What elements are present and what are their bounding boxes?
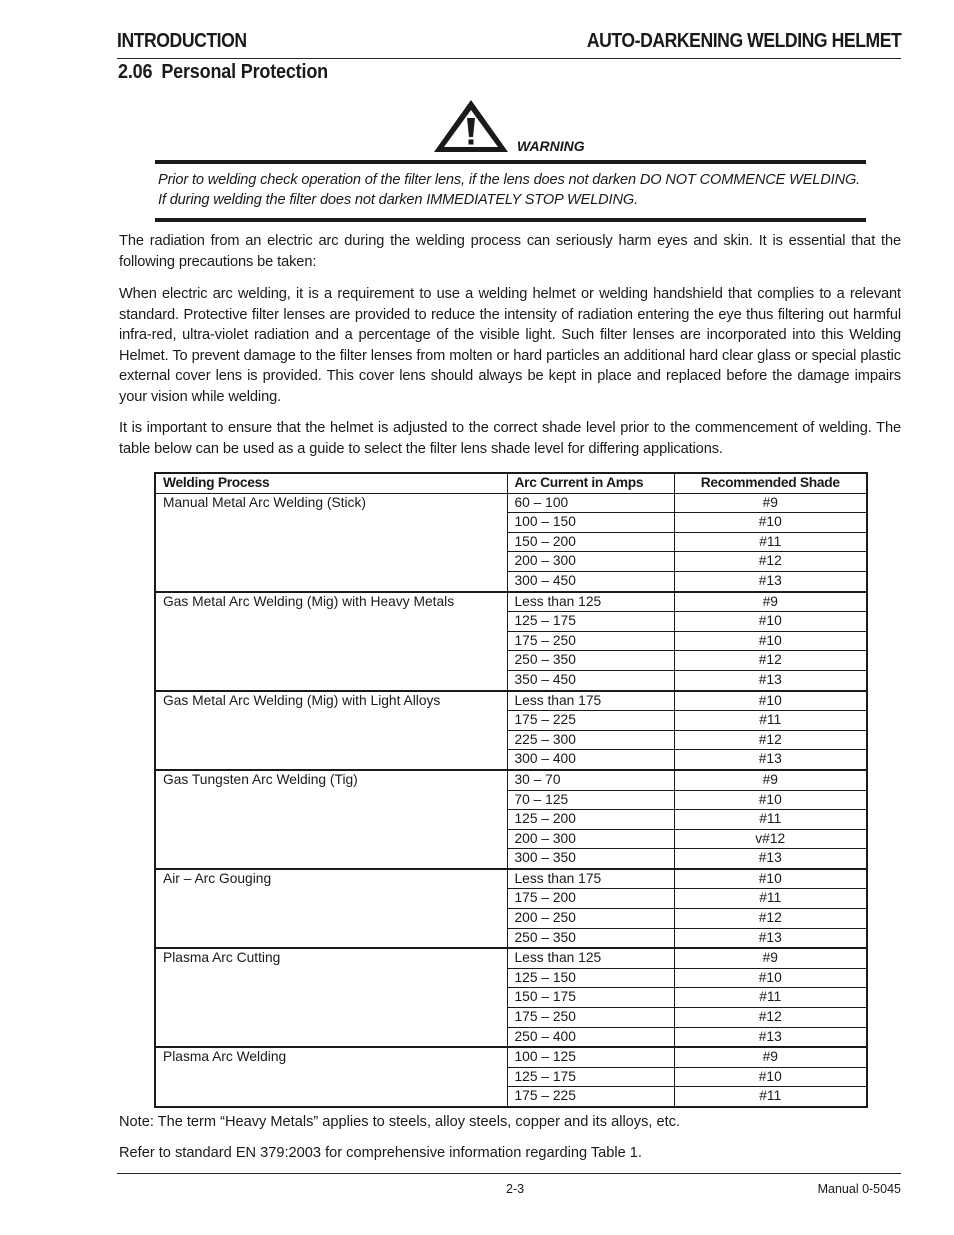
arc-current-cell: 300 – 450 xyxy=(507,571,674,591)
section-title: Personal Protection xyxy=(161,61,328,83)
shade-cell: #11 xyxy=(674,810,867,830)
warning-emphasis: IMMEDIATELY STOP WELDING xyxy=(426,192,635,208)
arc-current-cell: 150 – 175 xyxy=(507,988,674,1008)
paragraph-radiation: The radiation from an electric arc during the welding process can seriously harm eyes and skin. It is essential that the following precautions be taken: xyxy=(119,233,901,270)
process-cell: Gas Metal Arc Welding (Mig) with Heavy Metals xyxy=(155,592,507,691)
warning-text: Prior to welding check operation of the filter lens, if the lens does not darken xyxy=(158,172,640,188)
column-header-current: Arc Current in Amps xyxy=(507,473,674,493)
arc-current-cell: 70 – 125 xyxy=(507,790,674,810)
section-number: 2.06 xyxy=(118,61,153,83)
shade-cell: #12 xyxy=(674,1008,867,1028)
shade-cell: #13 xyxy=(674,670,867,690)
table-header-row xyxy=(155,473,867,493)
arc-current-cell: 250 – 350 xyxy=(507,928,674,948)
arc-current-cell: 175 – 250 xyxy=(507,1008,674,1028)
shade-cell: #12 xyxy=(674,651,867,671)
arc-current-cell: 60 – 100 xyxy=(507,493,674,513)
shade-cell: #11 xyxy=(674,1087,867,1107)
table-row xyxy=(155,691,867,711)
arc-current-cell: 350 – 450 xyxy=(507,670,674,690)
shade-cell: #10 xyxy=(674,631,867,651)
process-cell: Gas Metal Arc Welding (Mig) with Light Alloys xyxy=(155,691,507,770)
arc-current-cell: 250 – 350 xyxy=(507,651,674,671)
header-product: AUTO-DARKENING WELDING HELMET xyxy=(586,30,901,52)
process-cell: Plasma Arc Cutting xyxy=(155,948,507,1047)
arc-current-cell: Less than 125 xyxy=(507,592,674,612)
section-heading xyxy=(118,61,328,84)
note-heavy-metals: Note: The term “Heavy Metals” applies to steels, alloy steels, copper and its alloys, etc. xyxy=(119,1114,681,1130)
arc-current-cell: 125 – 175 xyxy=(507,1067,674,1087)
process-cell: Gas Tungsten Arc Welding (Tig) xyxy=(155,770,507,869)
arc-current-cell: 250 – 400 xyxy=(507,1027,674,1047)
arc-current-cell: Less than 175 xyxy=(507,691,674,711)
shade-cell: #13 xyxy=(674,928,867,948)
arc-current-cell: 200 – 300 xyxy=(507,829,674,849)
arc-current-cell: 150 – 200 xyxy=(507,532,674,552)
column-header-shade: Recommended Shade xyxy=(674,473,867,493)
process-cell: Air – Arc Gouging xyxy=(155,869,507,948)
shade-cell: #12 xyxy=(674,909,867,929)
process-cell: Manual Metal Arc Welding (Stick) xyxy=(155,493,507,591)
arc-current-cell: 125 – 150 xyxy=(507,968,674,988)
arc-current-cell: 175 – 225 xyxy=(507,711,674,731)
manual-number: Manual 0-5045 xyxy=(817,1182,901,1196)
warning-text-end: . xyxy=(634,192,638,208)
arc-current-cell: 100 – 125 xyxy=(507,1047,674,1067)
shade-cell: #13 xyxy=(674,750,867,770)
note-standard-reference: Refer to standard EN 379:2003 for comprehensive information regarding Table 1. xyxy=(119,1145,642,1161)
shade-cell: v#12 xyxy=(674,829,867,849)
header-chapter: INTRODUCTION xyxy=(117,30,247,52)
column-header-process: Welding Process xyxy=(155,473,507,493)
arc-current-cell: 200 – 300 xyxy=(507,552,674,572)
shade-cell: #9 xyxy=(674,1047,867,1067)
table-row xyxy=(155,869,867,889)
arc-current-cell: 175 – 225 xyxy=(507,1087,674,1107)
arc-current-cell: 300 – 350 xyxy=(507,849,674,869)
arc-current-cell: 125 – 200 xyxy=(507,810,674,830)
shade-cell: #12 xyxy=(674,730,867,750)
shade-cell: #10 xyxy=(674,968,867,988)
shade-table xyxy=(154,472,868,1108)
warning-text: If during welding the filter does not darken xyxy=(158,192,427,208)
table-row xyxy=(155,493,867,513)
arc-current-cell: 100 – 150 xyxy=(507,513,674,533)
shade-cell: #12 xyxy=(674,552,867,572)
shade-cell: #10 xyxy=(674,869,867,889)
shade-cell: #11 xyxy=(674,532,867,552)
warning-box xyxy=(155,160,866,222)
arc-current-cell: 175 – 250 xyxy=(507,631,674,651)
arc-current-cell: 200 – 250 xyxy=(507,909,674,929)
shade-cell: #13 xyxy=(674,571,867,591)
shade-cell: #10 xyxy=(674,790,867,810)
table-row xyxy=(155,770,867,790)
shade-cell: #11 xyxy=(674,988,867,1008)
shade-cell: #13 xyxy=(674,1027,867,1047)
process-cell: Plasma Arc Welding xyxy=(155,1047,507,1107)
arc-current-cell: 225 – 300 xyxy=(507,730,674,750)
table-row xyxy=(155,592,867,612)
shade-cell: #9 xyxy=(674,493,867,513)
arc-current-cell: Less than 125 xyxy=(507,948,674,968)
table-row xyxy=(155,1047,867,1067)
shade-cell: #9 xyxy=(674,770,867,790)
paragraph-shade-level: It is important to ensure that the helmet is adjusted to the correct shade level prior to the commencement of welding. The table below can be used as a guide to select the filter lens shade level for differing applications. xyxy=(119,420,901,457)
arc-current-cell: 175 – 200 xyxy=(507,889,674,909)
shade-cell: #13 xyxy=(674,849,867,869)
warning-line-2 xyxy=(158,190,866,210)
warning-triangle-icon xyxy=(432,98,510,154)
shade-cell: #10 xyxy=(674,513,867,533)
warning-emphasis: DO NOT COMMENCE WELDING. xyxy=(639,172,861,188)
shade-cell: #11 xyxy=(674,889,867,909)
table-body xyxy=(155,493,867,1107)
shade-cell: #10 xyxy=(674,691,867,711)
warning-line-1 xyxy=(158,170,866,190)
paragraph-filter-lenses: When electric arc welding, it is a requirement to use a welding helmet or welding handshield that complies to a relevant standard. Protective filter lenses are provided to reduce the intensity of radiation entering the eye thus filtering out harmful infra-red, ultra-violet radiation and a percentage of the visible light. Such filter lenses are incorporated into this Welding Helmet. To prevent damage to the filter lenses from molten or hard particles an additional hard clear glass or special plastic external cover lens is provided. This cover lens should always be kept in place and replaced before the damage impairs your vision while welding. xyxy=(119,286,901,405)
shade-cell: #11 xyxy=(674,711,867,731)
table-row xyxy=(155,948,867,968)
arc-current-cell: 300 – 400 xyxy=(507,750,674,770)
arc-current-cell: 30 – 70 xyxy=(507,770,674,790)
page-header xyxy=(117,28,901,59)
arc-current-cell: 125 – 175 xyxy=(507,612,674,632)
shade-cell: #10 xyxy=(674,1067,867,1087)
page-footer xyxy=(117,1173,901,1196)
shade-cell: #9 xyxy=(674,948,867,968)
warning-label: WARNING xyxy=(517,138,585,154)
shade-cell: #9 xyxy=(674,592,867,612)
page-number: 2-3 xyxy=(506,1182,525,1196)
shade-cell: #10 xyxy=(674,612,867,632)
arc-current-cell: Less than 175 xyxy=(507,869,674,889)
